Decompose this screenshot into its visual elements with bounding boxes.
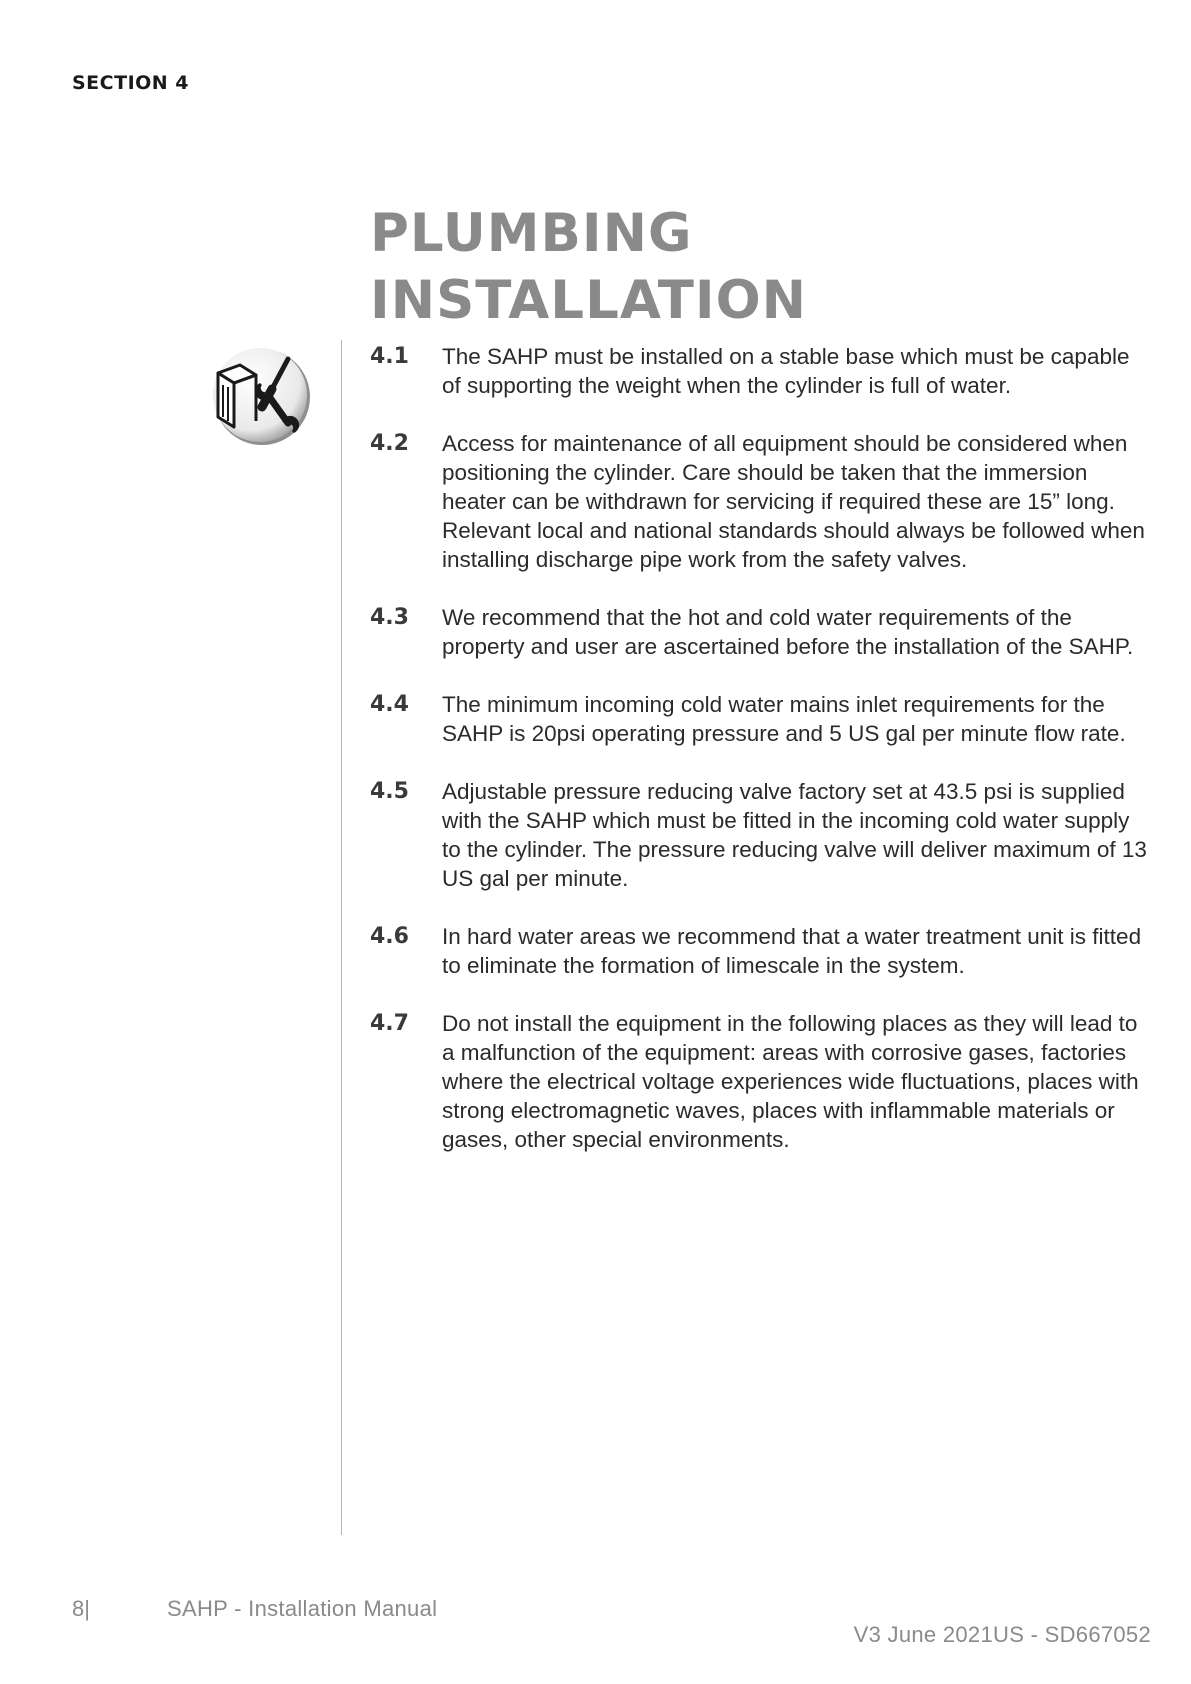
tools-icon — [210, 345, 312, 447]
item-text: In hard water areas we recommend that a water treatment unit is fitted to eliminate the formation of limescale in the system. — [442, 924, 1142, 978]
item-number: 4.2 — [370, 431, 409, 456]
list-item — [370, 690, 1150, 748]
footer-doc-title: SAHP - Installation Manual — [167, 1596, 438, 1621]
list-item — [370, 922, 1150, 980]
item-number: 4.3 — [370, 605, 409, 630]
list-item — [370, 777, 1150, 893]
item-text: We recommend that the hot and cold water requirements of the property and user are ascertained before the installation of the SAHP. — [442, 605, 1134, 659]
list-item — [370, 1009, 1150, 1154]
item-text: Access for maintenance of all equipment should be considered when positioning the cylinder. Care should be taken that the immersion heater can be withdrawn for servicing if required these are 15” long. Relevant local and national standards should always be followed when installing discharge pipe work from the safety valves. — [442, 431, 1145, 572]
item-text: Do not install the equipment in the following places as they will lead to a malfunction of the equipment: areas with corrosive gases, factories where the electrical voltage experiences wide fluctuations, places with strong electromagnetic waves, places with inflammable materials or gases, other special environments. — [442, 1011, 1139, 1152]
page-title-line-2: INSTALLATION — [370, 270, 808, 331]
page-number: 8| — [72, 1596, 90, 1621]
item-number: 4.1 — [370, 344, 409, 369]
left-divider — [341, 340, 342, 1535]
item-text: Adjustable pressure reducing valve factory set at 43.5 psi is supplied with the SAHP which must be fitted in the incoming cold water supply to the cylinder. The pressure reducing valve will deliver maximum of 13 US gal per minute. — [442, 779, 1147, 891]
item-text: The minimum incoming cold water mains inlet requirements for the SAHP is 20psi operating pressure and 5 US gal per minute flow rate. — [442, 692, 1126, 746]
page-title-line-1: PLUMBING — [370, 203, 693, 264]
item-number: 4.5 — [370, 779, 409, 804]
section-label: SECTION 4 — [72, 72, 190, 94]
item-number: 4.6 — [370, 924, 409, 949]
footer-version: V3 June 2021US - SD667052 — [853, 1622, 1151, 1647]
plumbing-items-list — [370, 342, 1150, 1183]
item-text: The SAHP must be installed on a stable base which must be capable of supporting the weight when the cylinder is full of water. — [442, 344, 1130, 398]
item-number: 4.4 — [370, 692, 409, 717]
list-item — [370, 342, 1150, 400]
list-item — [370, 603, 1150, 661]
list-item — [370, 429, 1150, 574]
page-title — [370, 200, 807, 334]
item-number: 4.7 — [370, 1011, 409, 1036]
